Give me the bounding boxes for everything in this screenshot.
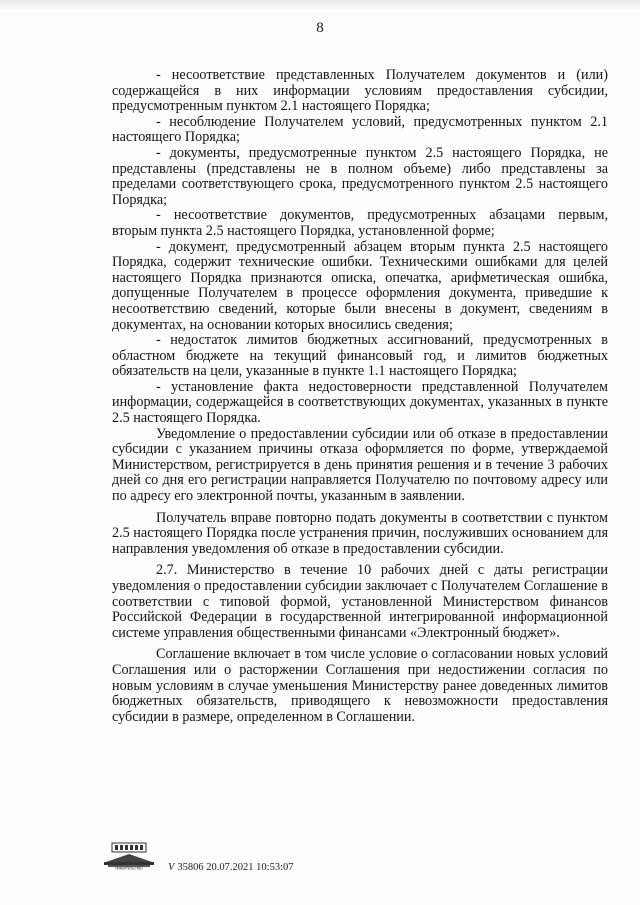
paragraph-condition-1: - несоответствие представленных Получателем документов и (или) содержащейся в них информации условиям предоставления субсидии, предусмотренным пунктом 2.1 настоящего Порядка; [112, 67, 608, 115]
paragraph-condition-6: - недостаток лимитов бюджетных ассигнований, предусмотренных в областном бюджете на текущий финансовый год, и лимитов бюджетных обязательств на цели, указанные в пункте 1.1 настоящего Порядка; [112, 332, 608, 380]
seal-label: ПРАВИТЕЛЬСТВО [115, 866, 143, 870]
check-mark: V [168, 862, 175, 873]
paragraph-condition-2: - несоблюдение Получателем условий, предусмотренных пунктом 2.1 настоящего Порядка; [112, 113, 608, 146]
paragraph-condition-3: - документы, предусмотренные пунктом 2.5 настоящего Порядка, не представлены (представлены не в полном объеме) либо представлены за пределами соответствующего срока, предусмотренного пунктом 2.5 настоящего Порядка; [112, 144, 608, 208]
paragraph-notification: Уведомление о предоставлении субсидии или об отказе в предоставлении субсидии с указанием причины отказа оформляется по форме, утверждаемой Министерством, регистрируется в день принятия решения и в течение 3 рабочих дней со дня его регистрации направляется Получателю по почтовому адресу или по адресу его электронной почты, указанным в заявлении. [112, 425, 608, 505]
paragraph-condition-5: - документ, предусмотренный абзацем вторым пункта 2.5 настоящего Порядка, содержит технические ошибки. Техническими ошибками для целей настоящего Порядка признаются описка, опечатка, арифметическая ошибка, допущенные Получателем в процессе оформления документа, приведшие к несоответствию сведений, которые были внесены в документ, сведениям в документах, на основании которых вносились сведения; [112, 238, 608, 333]
paragraph-condition-7: - установление факта недостоверности представленной Получателем информации, содержащейся в соответствующих документах, указанных в пункте 2.5 настоящего Порядка. [112, 378, 608, 427]
paragraph-agreement: Соглашение включает в том числе условие о согласовании новых условий Соглашения или о расторжении Соглашения при недостижении согласия по новым условиям в случае уменьшения Министерству ранее доведенных лимитов бюджетных обязательств, приводящего к невозможности предоставления субсидии в размере, определенном в Соглашении. [112, 646, 608, 725]
paragraph-resubmission: Получатель вправе повторно подать документы в соответствии с пунктом 2.5 настоящего Порядка после устранения причин, послуживших основанием для направления уведомления об отказе в предоставлении субсидии. [112, 509, 608, 557]
paragraph-section-2-7: 2.7. Министерство в течение 10 рабочих дней с даты регистрации уведомления о предоставлении субсидии заключает с Получателем Соглашение в соответствии с типовой формой, установленной Министерством финансов Российской Федерации в государственной интегрированной информационной системе управления общественными финансами «Электронный бюджет». [112, 562, 608, 641]
government-seal-icon [98, 842, 160, 870]
document-registration-id [168, 862, 294, 873]
paragraph-condition-4: - несоответствие документов, предусмотренных абзацами первым, вторым пункта 2.5 настоящего Порядка, установленной форме; [112, 207, 608, 239]
document-body [112, 68, 608, 725]
registration-number: 35806 20.07.2021 10:53:07 [177, 862, 294, 873]
page-number: 8 [316, 20, 324, 36]
scan-edge [0, 0, 640, 10]
document-footer [98, 842, 358, 882]
